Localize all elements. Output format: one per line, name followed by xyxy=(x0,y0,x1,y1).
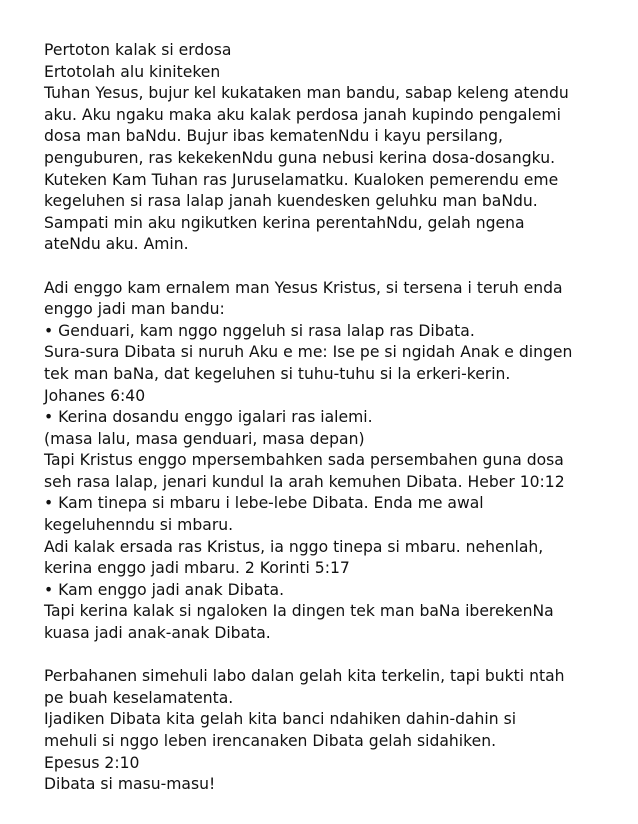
text-line: kegeluhenndu si mbaru. xyxy=(44,516,234,535)
bullet-line: • Kerina dosandu enggo igalari ras ialemi. xyxy=(44,408,373,427)
bullet-line: • Kam tinepa si mbaru i lebe-lebe Dibata. Enda me awal xyxy=(44,494,484,513)
heading-line: Pertoton kalak si erdosa xyxy=(44,41,232,59)
text-line: kegeluhen si rasa lalap janah kuendesken geluhku man baNdu. xyxy=(44,192,538,211)
verse-reference: Epesus 2:10 xyxy=(44,753,140,772)
text-line: ateNdu aku. Amin. xyxy=(44,235,189,254)
text-line: (masa lalu, masa genduari, masa depan) xyxy=(44,429,365,448)
text-line: mehuli si nggo leben irencanaken Dibata gelah sidahiken. xyxy=(44,732,497,750)
text-line: enggo jadi man bandu: xyxy=(44,300,225,319)
bullet-line: • Genduari, kam nggo nggeluh si rasa lalap ras Dibata. xyxy=(44,321,475,340)
closing-section xyxy=(44,666,604,796)
closing-blessing: Dibata si masu-masu! xyxy=(44,775,216,794)
text-line: tek man baNa, dat kegeluhen si tuhu-tuhu si la erkeri-kerin. xyxy=(44,364,511,383)
bullet-line: • Kam enggo jadi anak Dibata. xyxy=(44,580,285,599)
text-line: Kuteken Kam Tuhan ras Juruselamatku. Kualoken pemerendu eme xyxy=(44,170,559,189)
text-line: Tuhan Yesus, bujur kel kukataken man bandu, sabap keleng atendu xyxy=(44,84,569,103)
subheading-line: Ertotolah alu kiniteken xyxy=(44,62,221,81)
document-page xyxy=(44,40,604,796)
text-line: Ijadiken Dibata kita gelah kita banci ndahiken dahin-dahin si xyxy=(44,710,517,729)
text-line: dosa man baNdu. Bujur ibas kematenNdu i kayu persilang, xyxy=(44,127,503,146)
text-line: Adi kalak ersada ras Kristus, ia nggo tinepa si mbaru. nehenlah, xyxy=(44,537,544,556)
text-line: Perbahanen simehuli labo dalan gelah kita terkelin, tapi bukti ntah xyxy=(44,667,565,686)
text-line: seh rasa lalap, jenari kundul Ia arah kemuhen Dibata. Heber 10:12 xyxy=(44,472,565,491)
blessings-section xyxy=(44,278,604,645)
text-line: Sampati min aku ngikutken kerina perentahNdu, gelah ngena xyxy=(44,213,525,232)
text-line: kerina enggo jadi mbaru. 2 Korinti 5:17 xyxy=(44,559,350,578)
text-line: penguburen, ras kekekenNdu guna nebusi kerina dosa-dosangku. xyxy=(44,148,556,167)
text-line: pe buah keselamatenta. xyxy=(44,688,234,707)
paragraph-gap xyxy=(44,256,604,278)
text-line: kuasa jadi anak-anak Dibata. xyxy=(44,624,271,643)
text-line: Sura-sura Dibata si nuruh Aku e me: Ise pe si ngidah Anak e dingen xyxy=(44,343,573,362)
verse-reference: Johanes 6:40 xyxy=(44,386,146,405)
text-line: Tapi kerina kalak si ngaloken Ia dingen tek man baNa iberekenNa xyxy=(44,602,554,621)
text-line: Adi enggo kam ernalem man Yesus Kristus, si tersena i teruh enda xyxy=(44,278,563,297)
text-line: aku. Aku ngaku maka aku kalak perdosa janah kupindo pengalemi xyxy=(44,105,561,124)
prayer-section xyxy=(44,40,604,256)
text-line: Tapi Kristus enggo mpersembahken sada persembahen guna dosa xyxy=(44,451,564,470)
paragraph-gap xyxy=(44,645,604,667)
